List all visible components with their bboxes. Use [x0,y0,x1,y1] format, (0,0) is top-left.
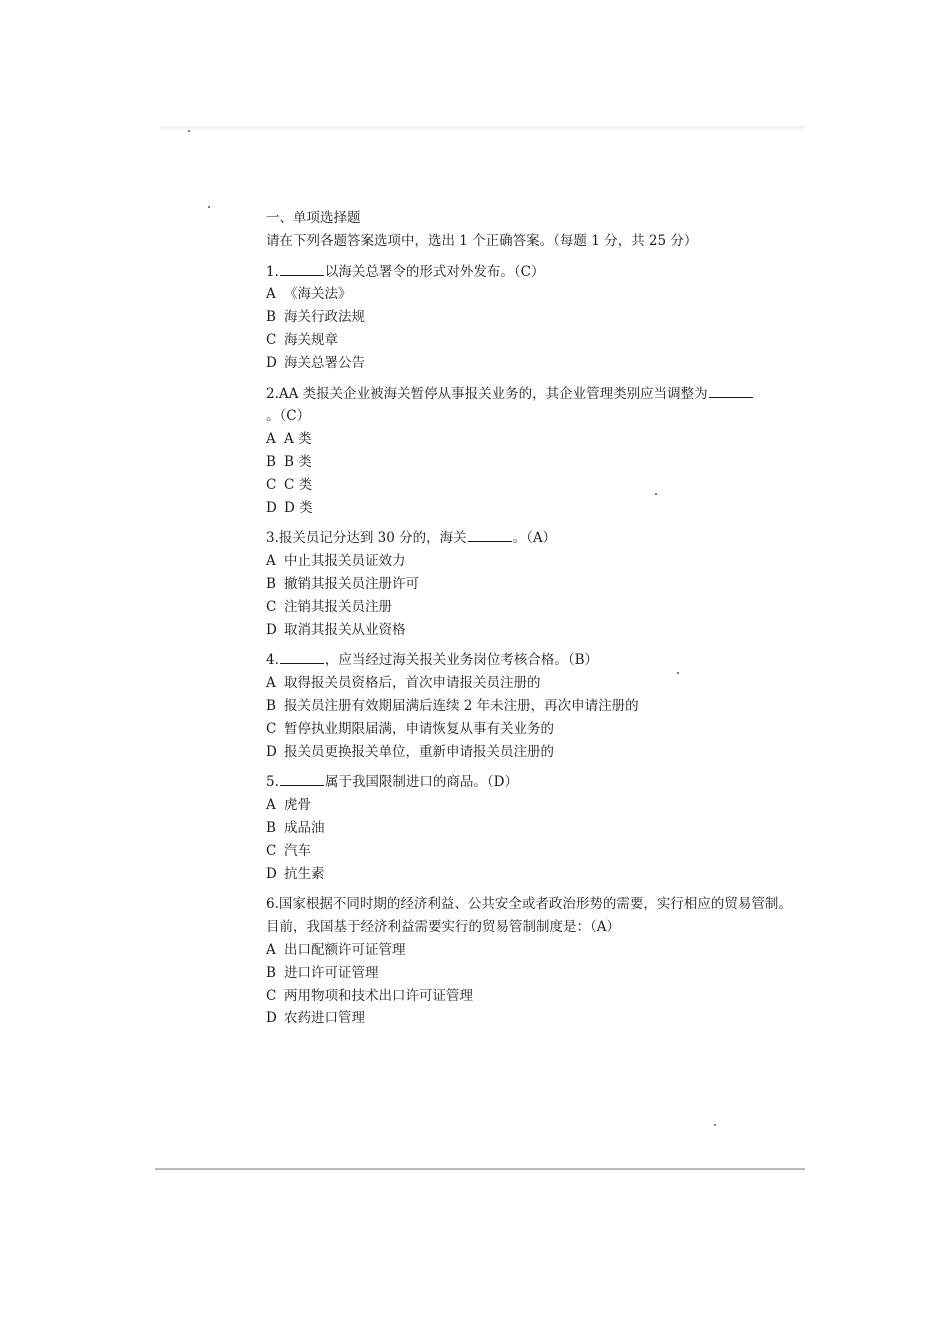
question-number: 5. [266,774,279,791]
question-text-end: 。（C） [266,408,311,425]
scan-edge-bottom [155,1168,805,1170]
option-b [266,306,796,329]
option-text: A 类 [284,431,312,448]
option-b [266,451,796,474]
question-5 [266,771,796,885]
option-letter: A [266,431,276,448]
option-letter: D [266,499,277,516]
option-text: 《海关法》 [284,286,352,303]
option-text: 暂停执业期限届满，申请恢复从事有关业务的 [284,720,554,737]
option-text: B 类 [284,453,312,470]
option-c [266,474,796,497]
question-stem [266,649,796,672]
scan-shadow-top [160,126,805,132]
question-text: AA 类报关企业被海关暂停从事报关业务的，其企业管理类别应当调整为 [278,385,708,402]
question-3 [266,527,796,641]
option-a [266,550,796,573]
option-c [266,840,796,863]
option-text: 两用物项和技术出口许可证管理 [284,987,473,1004]
question-1 [266,261,796,375]
exam-document [266,207,796,1030]
option-letter: B [266,819,276,836]
option-b [266,695,796,718]
option-a [266,672,796,695]
option-text: D 类 [284,499,313,516]
question-number: 4. [266,652,279,669]
option-text: 海关总署公告 [284,354,365,371]
option-text: C 类 [284,476,313,493]
option-letter: B [266,309,276,326]
option-b [266,962,796,985]
answer-blank [280,773,324,786]
option-c [266,596,796,619]
option-text: 虎骨 [284,797,311,814]
question-stem [266,261,796,284]
option-letter: A [266,675,276,692]
scan-speck [714,1124,716,1126]
option-text: 出口配额许可证管理 [284,941,406,958]
option-a [266,939,796,962]
question-number: 2. [266,385,279,402]
question-stem [266,771,796,794]
question-stem [266,383,796,429]
question-number: 1. [266,263,279,280]
question-6 [266,893,796,1030]
option-text: 成品油 [284,819,325,836]
option-text: 海关行政法规 [284,309,365,326]
question-number: 6. [266,896,279,913]
answer-blank [709,385,753,398]
answer-blank [280,263,324,276]
question-4 [266,649,796,763]
question-text: 以海关总署令的形式对外发布。（C） [324,263,545,280]
option-text: 汽车 [284,842,311,859]
question-text-end: 。（A） [512,530,557,547]
option-text: 海关规章 [284,331,338,348]
option-letter: D [266,621,277,638]
option-letter: D [266,743,277,760]
option-d [266,1007,796,1030]
option-text: 撤销其报关员注册许可 [284,575,419,592]
option-d [266,352,796,375]
option-text: 注销其报关员注册 [284,598,392,615]
question-stem [266,893,796,939]
option-d [266,741,796,764]
option-letter: A [266,286,276,303]
option-letter: C [266,598,277,615]
option-d [266,619,796,642]
question-text: ，应当经过海关报关业务岗位考核合格。（B） [324,652,599,669]
option-b [266,573,796,596]
option-text: 取消其报关从业资格 [284,621,406,638]
option-letter: B [266,697,276,714]
question-text: 属于我国限制进口的商品。（D） [324,774,518,791]
question-number: 3. [266,530,279,547]
option-letter: A [266,553,276,570]
option-letter: B [266,453,276,470]
option-letter: B [266,964,276,981]
option-text: 抗生素 [284,865,325,882]
option-text: 农药进口管理 [284,1010,365,1027]
option-letter: C [266,476,277,493]
question-text: 国家根据不同时期的经济利益、公共安全或者政治形势的需要，实行相应的贸易管制。目前，我国基于经济利益需要实行的贸易管制制度是：（A） [266,896,792,936]
option-letter: B [266,575,276,592]
option-letter: C [266,720,277,737]
option-letter: D [266,865,277,882]
scan-speck [188,130,190,132]
option-letter: C [266,987,277,1004]
option-letter: C [266,331,277,348]
question-stem [266,527,796,550]
option-c [266,985,796,1008]
option-text: 进口许可证管理 [284,964,379,981]
question-text: 报关员记分达到 30 分的，海关 [278,530,467,547]
answer-blank [280,651,324,664]
option-a [266,428,796,451]
section-heading: 一、单项选择题 [266,210,361,226]
option-a [266,283,796,306]
option-letter: D [266,1010,277,1027]
option-letter: C [266,842,277,859]
option-text: 报关员更换报关单位，重新申请报关员注册的 [284,743,554,760]
option-text: 中止其报关员证效力 [284,553,406,570]
option-d [266,863,796,886]
option-d [266,497,796,520]
option-a [266,794,796,817]
option-b [266,817,796,840]
scan-speck [208,206,210,208]
option-c [266,718,796,741]
option-text: 报关员注册有效期届满后连续 2 年未注册，再次申请注册的 [284,697,639,714]
option-c [266,329,796,352]
answer-blank [468,529,512,542]
section-instruction: 请在下列各题答案选项中，选出 1 个正确答案。（每题 1 分，共 25 分） [266,232,698,249]
option-letter: A [266,941,276,958]
option-letter: D [266,354,277,371]
question-2 [266,383,796,520]
option-text: 取得报关员资格后，首次申请报关员注册的 [284,675,541,692]
option-letter: A [266,797,276,814]
